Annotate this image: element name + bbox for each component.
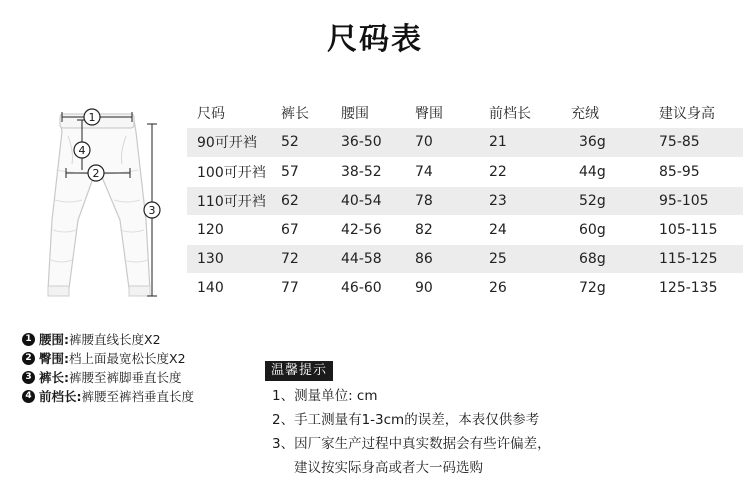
header-height: 建议身高 xyxy=(659,106,715,122)
number-badge-icon: 3 xyxy=(22,371,35,384)
cell-height: 85-95 xyxy=(649,157,743,186)
tip-line: 1、测量单位: cm xyxy=(272,388,378,404)
cell-size: 90可开裆 xyxy=(187,128,271,157)
marker-1: 1 xyxy=(88,111,96,124)
legend-label: 裤长: xyxy=(39,370,69,385)
table-row xyxy=(187,273,743,302)
legend-label: 腰围: xyxy=(39,332,69,347)
legend-description: 裤腰直线长度X2 xyxy=(69,332,161,347)
cell-hip: 70 xyxy=(405,128,479,157)
cell-fill: 52g xyxy=(561,186,649,215)
cell-length: 52 xyxy=(271,128,331,157)
cell-height: 115-125 xyxy=(649,244,743,273)
header-length: 裤长 xyxy=(281,106,309,122)
legend-item-front-rise xyxy=(22,387,194,406)
legend-item-waist xyxy=(22,330,194,349)
cell-hip: 90 xyxy=(405,273,479,302)
cell-front-rise: 25 xyxy=(479,244,561,273)
cell-size: 140 xyxy=(187,273,271,302)
marker-2: 2 xyxy=(92,167,100,180)
cell-size: 130 xyxy=(187,244,271,273)
legend-description: 裤腰至裤裆垂直长度 xyxy=(81,389,195,404)
tip-line: 建议按实际身高或者大一码选购 xyxy=(294,460,483,476)
tip-line: 3、因厂家生产过程中真实数据会有些许偏差， xyxy=(272,436,551,452)
number-badge-icon: 4 xyxy=(22,390,35,403)
table-header-row xyxy=(187,98,743,128)
cell-length: 62 xyxy=(271,186,331,215)
legend-description: 裤腰至裤脚垂直长度 xyxy=(69,370,182,385)
cell-waist: 36-50 xyxy=(331,128,405,157)
header-front-rise: 前档长 xyxy=(489,106,531,122)
cell-fill: 68g xyxy=(561,244,649,273)
cell-length: 67 xyxy=(271,215,331,244)
cell-height: 105-115 xyxy=(649,215,743,244)
legend-label: 臀围: xyxy=(39,351,69,366)
cell-length: 57 xyxy=(271,157,331,186)
cell-fill: 60g xyxy=(561,215,649,244)
page-title: 尺码表 xyxy=(327,22,423,57)
table-row xyxy=(187,128,743,157)
cell-fill: 72g xyxy=(561,273,649,302)
legend-label: 前档长: xyxy=(39,389,82,404)
header-size: 尺码 xyxy=(197,106,225,122)
legend-item-hip xyxy=(22,349,194,368)
marker-3: 3 xyxy=(148,204,156,217)
cell-height: 95-105 xyxy=(649,186,743,215)
marker-4: 4 xyxy=(78,144,86,157)
cell-waist: 46-60 xyxy=(331,273,405,302)
table-row xyxy=(187,157,743,186)
pants-illustration xyxy=(22,100,172,330)
cell-length: 72 xyxy=(271,244,331,273)
cell-waist: 42-56 xyxy=(331,215,405,244)
size-table xyxy=(187,98,743,303)
header-hip: 臀围 xyxy=(415,106,443,122)
cell-hip: 78 xyxy=(405,186,479,215)
cell-waist: 38-52 xyxy=(331,157,405,186)
cell-height: 125-135 xyxy=(649,273,743,302)
cell-front-rise: 23 xyxy=(479,186,561,215)
cell-length: 77 xyxy=(271,273,331,302)
tip-line: 2、手工测量有1-3cm的误差，本表仅供参考 xyxy=(272,412,540,428)
cell-hip: 74 xyxy=(405,157,479,186)
cell-fill: 44g xyxy=(561,157,649,186)
cell-front-rise: 24 xyxy=(479,215,561,244)
cell-front-rise: 26 xyxy=(479,273,561,302)
cell-waist: 44-58 xyxy=(331,244,405,273)
header-fill: 充绒 xyxy=(571,106,599,122)
cell-front-rise: 21 xyxy=(479,128,561,157)
measurement-legend xyxy=(22,330,194,406)
number-badge-icon: 2 xyxy=(22,352,35,365)
legend-item-length xyxy=(22,368,194,387)
table-row xyxy=(187,215,743,244)
header-waist: 腰围 xyxy=(341,106,369,122)
cell-hip: 82 xyxy=(405,215,479,244)
legend-description: 档上面最宽松长度X2 xyxy=(69,351,186,366)
table-row xyxy=(187,186,743,215)
cell-hip: 86 xyxy=(405,244,479,273)
tips-header: 温馨提示 xyxy=(265,361,333,381)
cell-size: 110可开裆 xyxy=(187,186,271,215)
cell-waist: 40-54 xyxy=(331,186,405,215)
cell-size: 100可开裆 xyxy=(187,157,271,186)
cell-height: 75-85 xyxy=(649,128,743,157)
cell-size: 120 xyxy=(187,215,271,244)
cell-fill: 36g xyxy=(561,128,649,157)
number-badge-icon: 1 xyxy=(22,333,35,346)
tips-list xyxy=(272,384,551,480)
pants-diagram xyxy=(22,100,172,330)
pants-outline xyxy=(48,120,150,296)
cell-front-rise: 22 xyxy=(479,157,561,186)
table-row xyxy=(187,244,743,273)
